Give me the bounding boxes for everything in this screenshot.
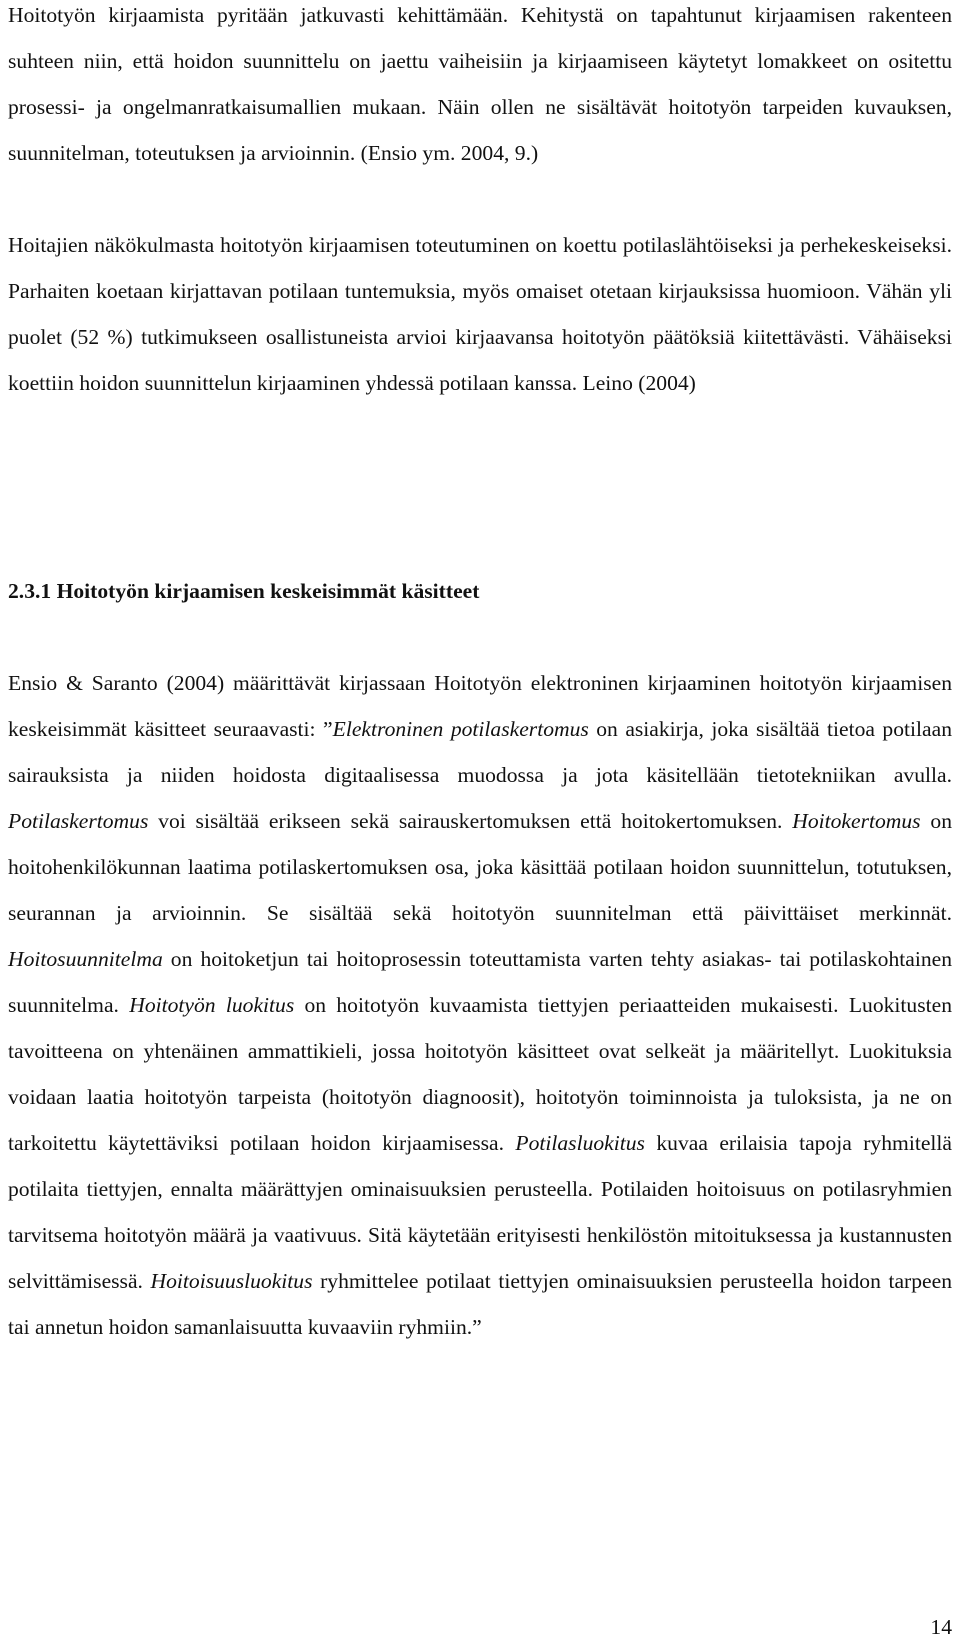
document-body [8,0,952,406]
term-nursing-classification: Hoitotyön luokitus [129,993,295,1017]
term-patient-record: Potilaskertomus [8,809,149,833]
section-heading: 2.3.1 Hoitotyön kirjaamisen keskeisimmät käsitteet [8,579,480,603]
paragraph-key-concepts [8,660,952,1350]
paragraph-documentation-development: Hoitotyön kirjaamista pyritään jatkuvasti kehittämään. Kehitystä on tapahtunut kirjaamisen rakenteen suhteen niin, että hoidon suunnittelu on jaettu vaiheisiin ja kirjaamiseen käytetyt lomakkeet on ositettu prosessi- ja ongelmanratkaisumallien mukaan. Näin ollen ne sisältävät hoitotyön tarpeiden kuvauksen, suunnitelman, toteutuksen ja arvioinnin. (Ensio ym. 2004, 9.) [8,3,952,165]
text-segment: on hoitohenkilökunnan laatima potilaskertomuksen osa, joka käsittää potilaan hoidon suunnittelun, totutuksen, seurannan ja arvioinnin. Se sisältää sekä hoitotyön suunnitelman että päivittäiset merkinnät. [8,809,952,925]
term-nursing-record: Hoitokertomus [792,809,921,833]
term-care-plan: Hoitosuunnitelma [8,947,163,971]
text-segment: voi sisältää erikseen sekä sairauskertomuksen että hoitokertomuksen. [148,809,793,833]
page-number: 14 [930,1615,952,1639]
term-electronic-patient-record: Elektroninen potilaskertomus [332,717,589,741]
text-segment: on hoitotyön kuvaamista tiettyjen periaatteiden mukaisesti. Luokitusten tavoitteena on yhtenäinen ammattikieli, jossa hoitotyön käsitteet ovat selkeät ja määritellyt. Luokituksia voidaan laatia hoitotyön tarpeista (hoitotyön diagnoosit), hoitotyön toiminnoista ja tuloksista, ja ne on tarkoitettu käytettäviksi potilaan hoidon kirjaamisessa. [8,993,952,1155]
term-care-intensity-classification: Hoitoisuusluokitus [150,1269,313,1293]
term-patient-classification: Potilasluokitus [515,1131,645,1155]
text-segment: kuvaa erilaisia tapoja ryhmitellä potilaita tiettyjen, ennalta määrättyjen ominaisuuksien perusteella. Potilaiden hoitoisuus on potilasryhmien tarvitsema hoitotyön määrä ja vaativuus. Sitä käytetään erityisesti henkilöstön mitoituksessa ja kustannusten selvittämisessä. [8,1131,952,1293]
paragraph-nurses-perspective: Hoitajien näkökulmasta hoitotyön kirjaamisen toteutuminen on koettu potilaslähtöiseksi ja perhekeskeiseksi. Parhaiten koetaan kirjattavan potilaan tuntemuksia, myös omaiset otetaan kirjauksissa huomioon. Vähän yli puolet (52 %) tutkimukseen osallistuneista arvioi kirjaavansa hoitotyön päätöksiä kiitettävästi. Vähäiseksi koettiin hoidon suunnittelun kirjaaminen yhdessä potilaan kanssa. Leino (2004) [8,233,952,395]
text-segment: Ensio & Saranto (2004) määrittävät kirjassaan Hoitotyön elektroninen kirjaaminen hoitotyön kirjaamisen keskeisimmät käsitteet seuraavasti: ” [8,671,952,741]
text-segment: on hoitoketjun tai hoitoprosessin toteuttamista varten tehty asiakas- tai potilaskohtainen suunnitelma. [8,947,952,1017]
text-segment: on asiakirja, joka sisältää tietoa potilaan sairauksista ja niiden hoidosta digitaalisessa muodossa ja jota käsitellään tietotekniikan avulla. [8,717,952,787]
text-segment: ryhmittelee potilaat tiettyjen ominaisuuksien perusteella hoidon tarpeen tai annetun hoidon samanlaisuutta kuvaaviin ryhmiin.” [8,1269,952,1339]
